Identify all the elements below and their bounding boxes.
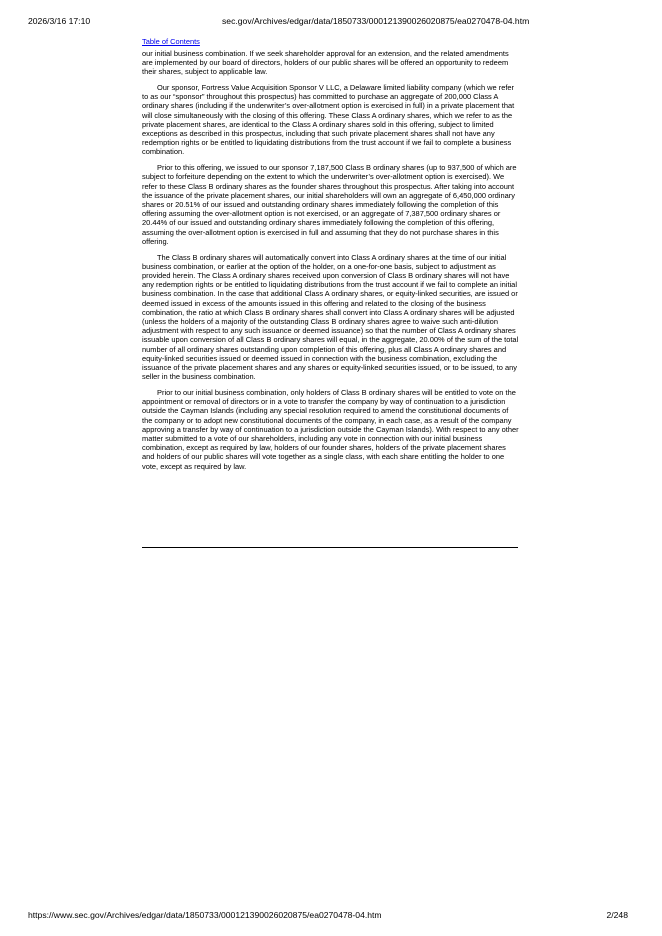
paragraph-sponsor: Our sponsor, Fortress Value Acquisition Sponsor V LLC, a Delaware limited liability company (which we refer to as our “sponsor” throughout this prospectus) has committed to purchase an aggregate of 200,000 Class A ordinary shares (including if the underwriter’s over-allotment option is exercised in full) in a private placement that will close simultaneously with the closing of this offering. These Class A ordinary shares, which we refer to as the private placement shares, are identical to the Class A ordinary shares sold in this offering, subject to limited exceptions as described in this prospectus, including that such private placement shares shall not have any redemption rights or be entitled to liquidating distributions from the trust account if we fail to complete a business combination. bbox=[142, 82, 515, 157]
page-end-divider bbox=[142, 547, 518, 548]
page-number: 2/248 bbox=[606, 910, 628, 920]
table-of-contents-link[interactable]: Table of Contents bbox=[142, 37, 200, 46]
paragraph-continuation: our initial business combination. If we seek shareholder approval for an extension, and the related amendments are implemented by our board of directors, holders of our public shares will be offered an opportunity to redeem their shares, subject to applicable law. bbox=[142, 48, 509, 77]
print-page-title: sec.gov/Archives/edgar/data/1850733/000121390026020875/ea0270478-04.htm bbox=[222, 16, 530, 26]
paragraph-founder-shares: Prior to this offering, we issued to our sponsor 7,187,500 Class B ordinary shares (up to 937,500 of which are subject to forfeiture depending on the extent to which the underwriter’s over-allotment option is exercised). We refer to these Class B ordinary shares as the founder shares throughout this prospectus. After taking into account the issuance of the private placement shares, our initial shareholders will own an aggregate of 6,450,000 ordinary shares or 20.51% of our issued and outstanding ordinary shares immediately following the completion of this offering assuming the over-allotment option is not exercised, or an aggregate of 7,387,500 ordinary shares or 20.44% of our issued and outstanding ordinary shares immediately following the completion of this offering, assuming the over-allotment option is exercised in full and assuming that they do not purchase shares in this offering. bbox=[142, 163, 517, 246]
paragraph-voting-rights: Prior to our initial business combination, only holders of Class B ordinary shares will be entitled to vote on the appointment or removal of directors or in a vote to transfer the company by way of continuation to a jurisdiction outside the Cayman Islands (including any special resolution required to amend the constitutional documents of the company or to adopt new constitutional documents of the company, in each case, as a result of the company approving a transfer by way of continuation to a jurisdiction outside the Cayman Islands). With respect to any other matter submitted to a vote of our shareholders, including any vote in connection with our initial business combination, except as required by law, holders of our founder shares, holders of the private placement shares and holders of our public shares will vote together as a single class, with each share entitling the holder to one vote, except as required by law. bbox=[142, 387, 519, 471]
document-body bbox=[142, 37, 520, 477]
print-footer bbox=[28, 909, 634, 921]
print-url: https://www.sec.gov/Archives/edgar/data/1850733/000121390026020875/ea0270478-04.htm bbox=[28, 910, 382, 920]
print-datetime: 2026/3/16 17:10 bbox=[28, 16, 91, 26]
print-header bbox=[28, 15, 634, 27]
paragraph-class-b-conversion: The Class B ordinary shares will automatically convert into Class A ordinary shares at the time of our initial business combination, or earlier at the option of the holder, on a one-for-one basis, subject to adjustment as provided herein. The Class A ordinary shares received upon conversion of Class B ordinary shares will not have any redemption rights or be entitled to liquidating distributions from the trust account if we fail to complete an initial business combination. In the case that additional Class A ordinary shares, or equity-linked securities, are issued or deemed issued in excess of the amounts issued in this offering and related to the closing of the business combination, the ratio at which Class B ordinary shares shall convert into Class A ordinary shares will be adjusted (unless the holders of a majority of the outstanding Class B ordinary shares agree to waive such anti-dilution adjustment with respect to any such issuance or deemed issuance) so that the number of Class A ordinary shares issuable upon conversion of all Class B ordinary shares will equal, in the aggregate, 20.00% of the sum of the total number of all ordinary shares outstanding upon completion of this offering, plus all Class A ordinary shares and equity-linked securities issued or deemed issued in connection with the business combination, excluding the issuance of the private placement shares and any shares or equity-linked securities issued, or to be issued, to any seller in the business combination. bbox=[142, 252, 519, 382]
